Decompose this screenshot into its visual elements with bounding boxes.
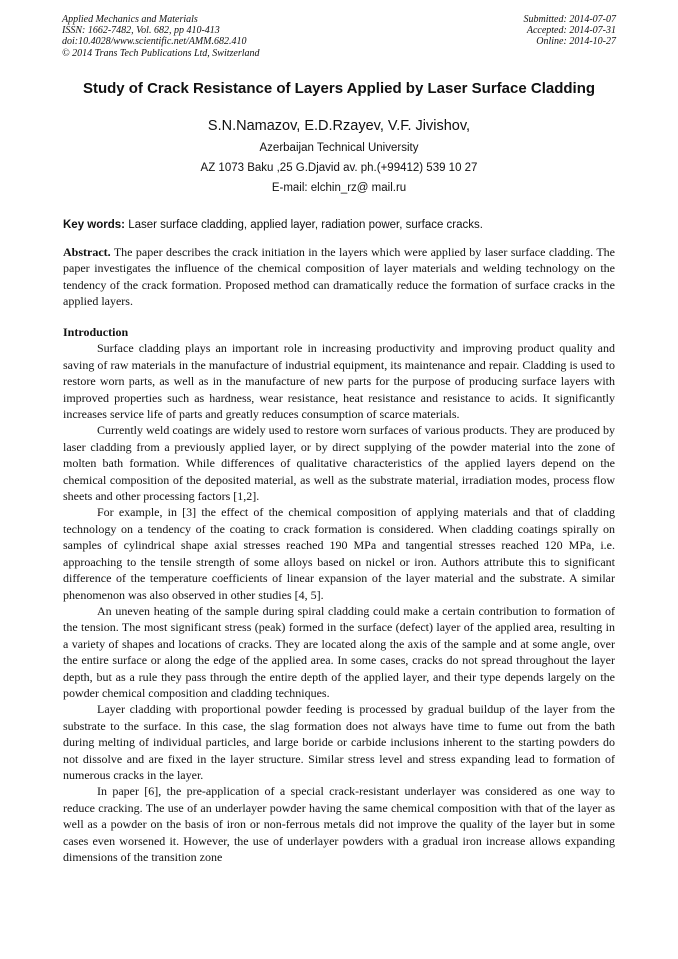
dates-info (524, 14, 617, 48)
affiliation-email: E-mail: elchin_rz@ mail.ru (271, 182, 407, 194)
accepted-date: Accepted: 2014-07-31 (526, 25, 616, 37)
intro-paragraph-5: Layer cladding with proportional powder feeding is processed by gradual buildup of the layer from the substrate to the surface. In this case, the slag formation does not always have time to fume out from the bath during melting of individual particles, and large boride or carbide inclusions inherent to the starting powders do not dissolve and are fixed in the layer structure. Similar stress level and stress expanding lead to formation of numerous cracks in the layer. (63, 702, 615, 782)
abstract-label: Abstract. (63, 245, 111, 259)
abstract-section (63, 244, 615, 310)
online-date: Online: 2014-10-27 (536, 36, 616, 48)
abstract-paragraph (63, 244, 615, 310)
intro-paragraph-6: In paper [6], the pre-application of a special crack-resistant underlayer was considered as one way to reduce cracking. The use of an underlayer powder having the same chemical composition with that of the layer as well as a powder on the basis of iron or non-ferrous metals did not improve the quality of the layer but in some cases even worsened it. However, the use of underlayer powders with a gradual iron increase allows expanding dimensions of the transition zone (63, 784, 615, 864)
intro-paragraph-1: Surface cladding plays an important role in increasing productivity and improving product quality and saving of raw materials in the manufacture of industrial equipment, its maintenance and repair. Cladding is used to restore worn parts, as well as in the manufacture of new parts for the purpose of producing surface layers with improved properties such as hardness, wear resistance, heat resistance and resistance to acids. It significantly increases service life of parts and greatly reduces consumption of scarce materials. (63, 341, 615, 422)
issn-line: ISSN: 1662-7482, Vol. 682, pp 410-413 (62, 25, 220, 37)
doi-line: doi:10.4028/www.scientific.net/AMM.682.410 (62, 36, 247, 48)
paper-title: Study of Crack Resistance of Layers Applied by Laser Surface Cladding (82, 80, 596, 97)
keywords-text: Laser surface cladding, applied layer, radiation power, surface cracks. (125, 219, 483, 231)
intro-paragraph-4: An uneven heating of the sample during spiral cladding could make a certain contribution to formation of the tension. The most significant stress (peak) formed in the surface (defect) layer of the applied area, resulting in a variety of shapes and locations of cracks. They are located along the axis of the sample and at some angle, over the entire surface or along the edge of the applied area. In some cases, cracks do not spread throughout the layer depth, but as a rule they pass through the entire depth of the applied layer, and their type depends largely on the powder chemical composition and cladding techniques. (63, 603, 615, 700)
submitted-date: Submitted: 2014-07-07 (523, 14, 616, 25)
journal-name: Applied Mechanics and Materials (62, 14, 198, 25)
affiliation-address: AZ 1073 Baku ,25 G.Djavid av. ph.(+99412) 539 10 27 (200, 162, 478, 174)
keywords (63, 219, 623, 231)
keywords-label: Key words: (63, 219, 125, 231)
abstract-text: The paper describes the crack initiation in the layers which were applied by laser surface cladding. The paper investigates the influence of the chemical composition of layer materials and welding technology on the tendency of the crack formation. Proposed method can dramatically reduce the formation of surface cracks in the applied layers. (63, 245, 615, 309)
intro-paragraph-3: For example, in [3] the effect of the chemical composition of applying materials and that of cladding technology on a tendency of the coating to crack formation is considered. When cladding coatings spirally on samples of cylindrical shape axial stresses reached 190 MPa and tangential stresses reached 120 MPa, i.e. approaching to the tensile strength of some alloys based on nickel or iron. Authors attribute this to significant difference of the temperature coefficients of linear expansion of the layer material and the substrate. A similar phenomenon was also observed in other studies [4, 5]. (63, 505, 615, 602)
copyright-line: © 2014 Trans Tech Publications Ltd, Switzerland (62, 47, 260, 59)
introduction-section (63, 324, 615, 865)
introduction-heading: Introduction (63, 325, 129, 339)
intro-paragraph-2: Currently weld coatings are widely used to restore worn surfaces of various products. They are produced by laser cladding from a previously applied layer, or by direct supplying of the powder material into the zone of molten bath formation. While differences of qualitative characteristics of the applied layers depend on the chemical composition of the deposited material, as well as the substrate material, irradiation modes, process flow sheets and other processing factors [1,2]. (63, 423, 615, 504)
author-list: S.N.Namazov, E.D.Rzayev, V.F. Jivishov, (207, 118, 471, 134)
affiliation-institution: Azerbaijan Technical University (259, 142, 419, 154)
journal-info (62, 14, 260, 59)
